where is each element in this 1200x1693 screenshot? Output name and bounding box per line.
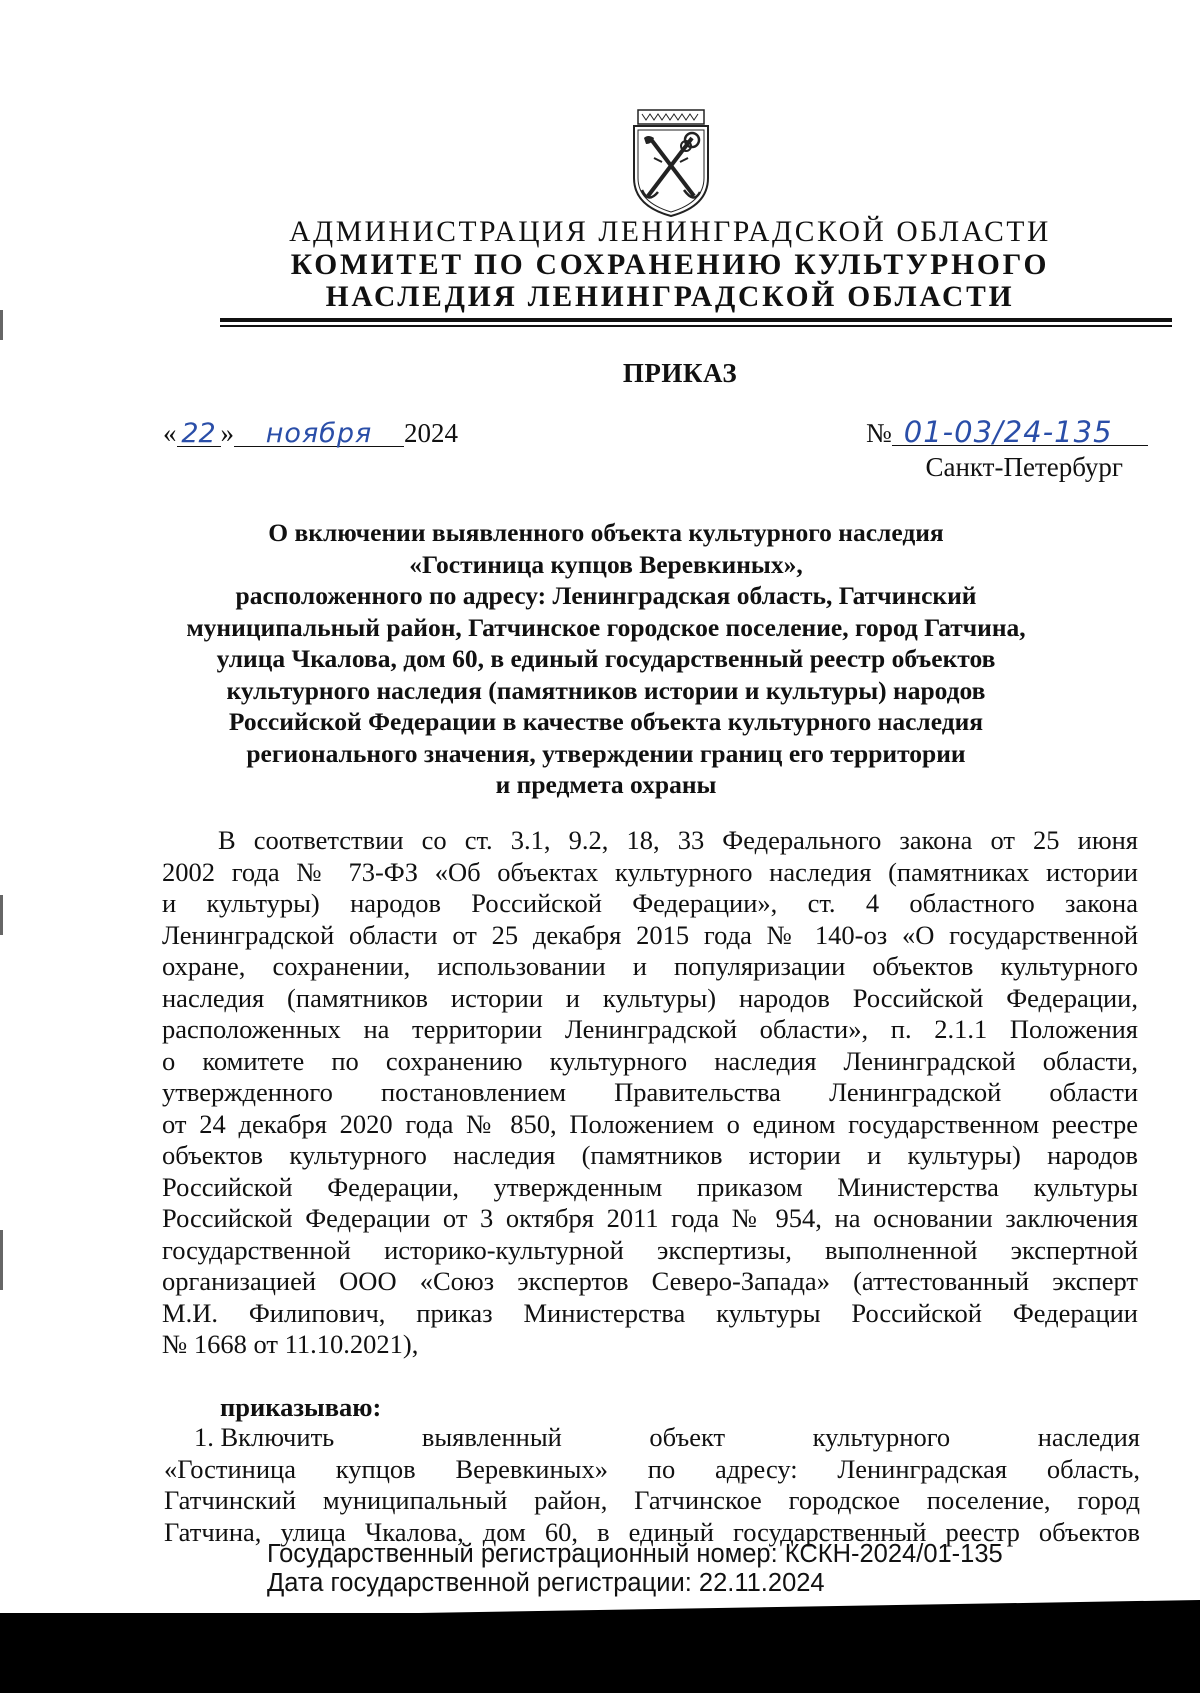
document-type: ПРИКАЗ (622, 358, 738, 388)
header-divider-thin (220, 325, 1172, 327)
preamble-paragraph (162, 825, 1138, 1361)
order-title (150, 517, 1062, 801)
date-close-quote: » (220, 418, 234, 448)
item-line: Гатчина, улица Чкалова, дом 60, в единый государственный реестр объектов (164, 1516, 1140, 1547)
body-line: В соответствии со ст. 3.1, 9.2, 18, 33 Федерального закона от 25 июня (218, 825, 1138, 855)
body-line: наследия (памятников истории и культуры) народов Российской Федерации, (162, 982, 1138, 1013)
title-line: культурного наследия (памятников истории и культуры) народов (226, 675, 986, 705)
order-label: приказываю: (220, 1392, 382, 1422)
item-word: 1. Включить (194, 1422, 335, 1452)
number-sign: № (866, 418, 892, 448)
body-line: организацией ООО «Союз экспертов Северо-Запада» (аттестованный эксперт (162, 1266, 1138, 1296)
body-line: государственной историко-культурной экспертизы, выполненной экспертной (162, 1234, 1138, 1265)
title-line: Российской Федерации в качестве объекта культурного наследия (228, 707, 984, 736)
body-line: объектов культурного наследия (памятников истории и культуры) народов (162, 1140, 1138, 1170)
title-line: улица Чкалова, дом 60, в единый государственный реестр объектов (216, 644, 996, 673)
scan-bottom-border (0, 1613, 1200, 1693)
date-day: 22 (177, 422, 221, 447)
body-line: от 24 декабря 2020 года № 850, Положением о едином государственном реестре (162, 1108, 1138, 1139)
body-line: охране, сохранении, использовании и популяризации объектов культурного (162, 951, 1138, 981)
title-line: и предмета охраны (495, 770, 717, 799)
title-line: регионального значения, утверждении границ его территории (246, 738, 966, 768)
body-line: расположенных на территории Ленинградской области», п. 2.1.1 Положения (162, 1014, 1138, 1044)
number-value: 01-03/24-135 (892, 419, 1148, 446)
header-divider-thick (220, 318, 1172, 322)
date-month: ноября (234, 422, 404, 447)
item-first-line (164, 1422, 1140, 1454)
item-word: выявленный (421, 1422, 562, 1452)
title-line: расположенного по адресу: Ленинградская область, Гатчинский (235, 581, 977, 610)
item-line: Гатчинский муниципальный район, Гатчинское городское поселение, город (164, 1485, 1140, 1515)
order-date (163, 418, 458, 449)
body-line: № 1668 от 11.10.2021), (162, 1329, 419, 1359)
scan-edge-mark (0, 310, 3, 340)
order-item-1 (164, 1422, 1140, 1548)
body-line: о комитете по сохранению культурного наследия Ленинградской области, (162, 1045, 1138, 1076)
scan-edge-mark (0, 895, 3, 935)
registration-stamp (267, 1540, 1003, 1598)
registration-number: Государственный регистрационный номер: КСКН-2024/01-135 (267, 1540, 1003, 1568)
order-number (866, 415, 1148, 449)
title-line: О включении выявленного объекта культурного наследия (268, 518, 944, 547)
date-year: 2024 (404, 418, 458, 448)
item-line: «Гостиница купцов Веревкиных» по адресу: Ленинградская область, (164, 1453, 1140, 1484)
body-line: 2002 года № 73-ФЗ «Об объектах культурного наследия (памятниках истории (162, 856, 1138, 887)
item-word: объект (649, 1422, 726, 1452)
administration-name: АДМИНИСТРАЦИЯ ЛЕНИНГРАДСКОЙ ОБЛАСТИ (289, 216, 1051, 248)
body-line: Российской Федерации, утвержденным приказом Министерства культуры (162, 1171, 1138, 1202)
coat-of-arms-icon (626, 108, 716, 218)
city: Санкт-Петербург (925, 452, 1123, 482)
item-word: наследия (1037, 1422, 1140, 1452)
body-line: Ленинградской области от 25 декабря 2015 года № 140-оз «О государственной (162, 919, 1138, 950)
body-line: Российской Федерации от 3 октября 2011 года № 954, на основании заключения (162, 1203, 1138, 1233)
scan-edge-mark (0, 1230, 3, 1290)
title-line: муниципальный район, Гатчинское городское поселение, город Гатчина, (186, 612, 1026, 642)
body-line: и культуры) народов Российской Федерации», ст. 4 областного закона (162, 888, 1138, 918)
committee-name-line1: КОМИТЕТ ПО СОХРАНЕНИЮ КУЛЬТУРНОГО (290, 249, 1050, 281)
registration-date: Дата государственной регистрации: 22.11.2024 (267, 1569, 825, 1597)
date-open-quote: « (163, 418, 177, 448)
item-word: культурного (812, 1422, 951, 1452)
body-line: М.И. Филипович, приказ Министерства культуры Российской Федерации (162, 1297, 1138, 1328)
body-line: утвержденного постановлением Правительства Ленинградской области (162, 1077, 1138, 1107)
committee-name-line2: НАСЛЕДИЯ ЛЕНИНГРАДСКОЙ ОБЛАСТИ (325, 281, 1015, 313)
title-line: «Гостиница купцов Веревкиных», (409, 549, 803, 579)
